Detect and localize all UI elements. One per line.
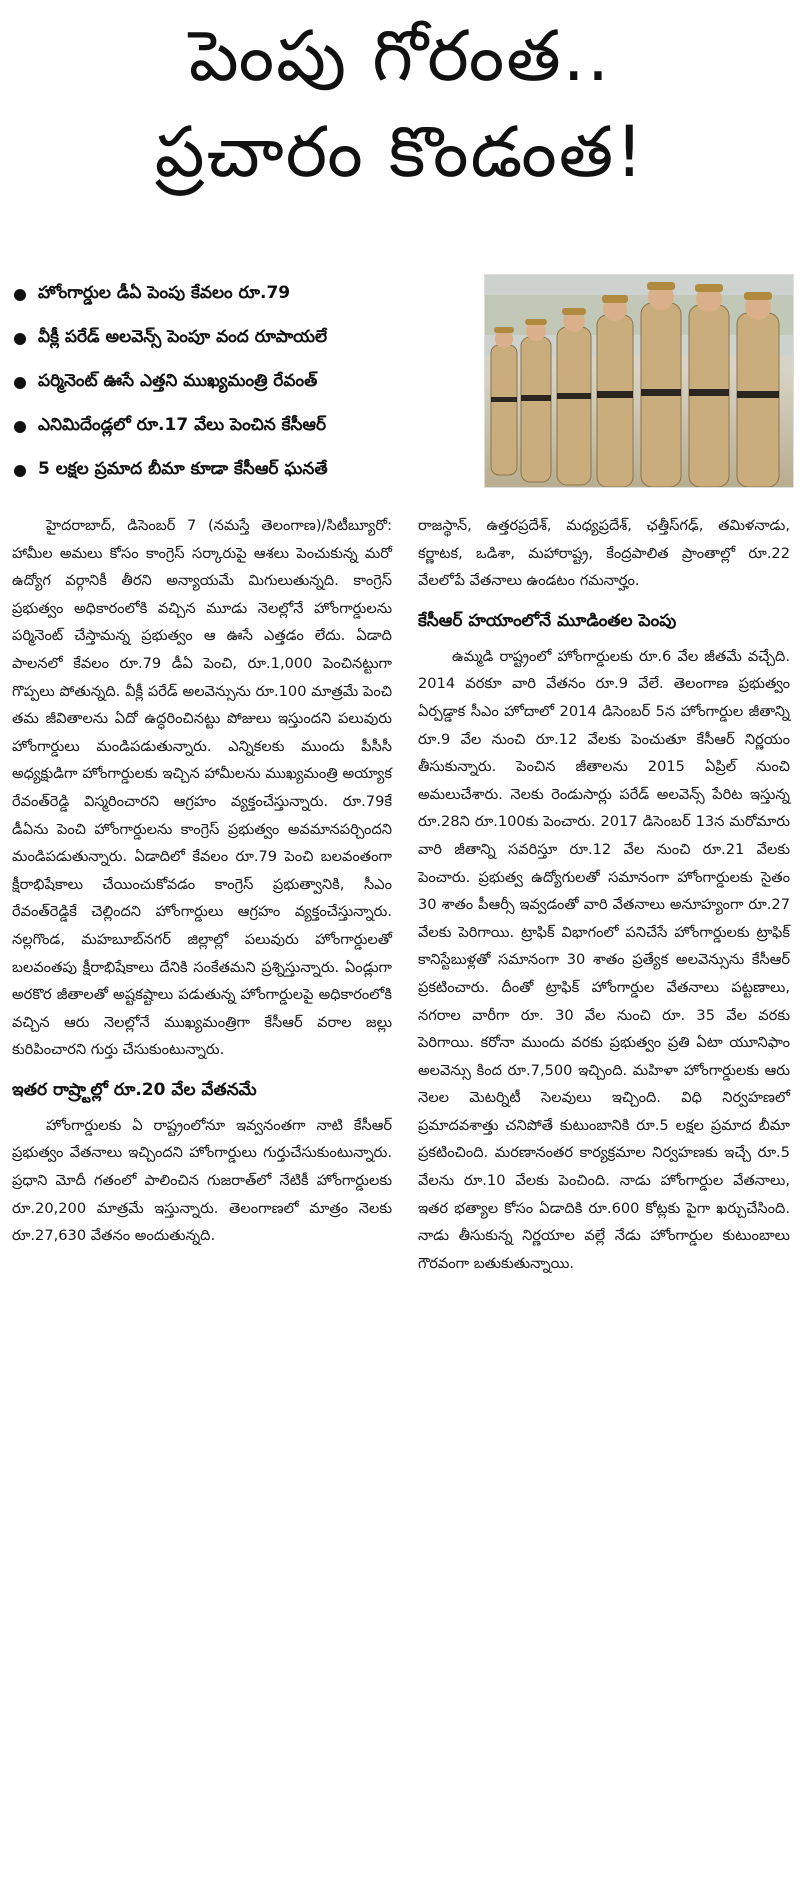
headline-line-1: పెంపు గోరంత..: [188, 15, 612, 97]
article-column-right: [418, 512, 790, 1277]
article-paragraph: హైదరాబాద్‌, డిసెంబర్‌ 7 (నమస్తే తెలంగాణ)/సిటీబ్యూరో: హామీల అమలు కోసం కాంగ్రెస్‌ సర్కారుపై ఆశలు పెంచుకున్న మరో ఉద్యోగ వర్గానికీ తీరని అన్యాయమే మిగులుతున్నది. కాంగ్రెస్‌ ప్రభుత్వం అధికారంలోకి వచ్చిన మూడు నెలల్లోనే హోంగార్డులను పర్మినెంట్‌ చేస్తామన్న ప్రభుత్వం ఆ ఊసే ఎత్తడం లేదు. ఏడాది పాలనలో కేవలం రూ.79 డీఏ పెంచి, రూ.1,000 పెంచినట్టుగా గొప్పలు పోతున్నది. వీక్లీ పరేడ్‌ అలవెన్సును రూ.100 మాత్రమే పెంచి తమ జీవితాలను ఏదో ఉద్ధరించినట్టు పోజులు ఇస్తుందని పలువురు హోంగార్డులు మండిపడుతున్నారు. ఎన్నికలకు ముందు పీసీసీ అధ్యక్షుడిగా హోంగార్డులకు ఇచ్చిన హామీలను ముఖ్యమంత్రి అయ్యాక రేవంత్‌రెడ్డి విస్మరించారని ఆగ్రహం వ్యక్తంచేస్తున్నారు. రూ.79కే డీఏను పెంచి హోంగార్డులను కాంగ్రెస్‌ ప్రభుత్వం అవమానపర్చిందని మండిపడుతున్నారు. ఏడాదిలో కేవలం రూ.79 పెంచి బలవంతంగా క్షీరాభిషేకాలు చేయించుకోవడం కాంగ్రెస్‌ ప్రభుత్వానికి, సీఎం రేవంత్‌రెడ్డికే చెల్లిందని హోంగార్డులు ఆగ్రహం వ్యక్తంచేస్తున్నారు. నల్లగొండ, మహబూబ్‌నగర్‌ జిల్లాల్లో పలువురు హోంగార్డులతో బలవంతపు క్షీరాభిషేకాలు దేనికి సంకేతమని ప్రశ్నిస్తున్నారు. ఏండ్లుగా అరకొర జీతాలతో అష్టకష్టాలు పడుతున్న హోంగార్డులపై అధికారంలోకి వచ్చిన ఆరు నెలల్లోనే ముఖ్యమంత్రిగా కేసీఆర్‌ వరాల జల్లు కురిపించారని గుర్తు చేసుకుంటున్నారు.: [12, 517, 392, 1059]
highlights-list: [8, 276, 478, 496]
highlight-item: వీక్లీ పరేడ్‌ అలవెన్స్‌ పెంపూ వంద రూపాయలే: [8, 320, 478, 358]
headline-line-2: ప్రచారం కొండంత!: [154, 111, 646, 193]
bullet-icon: [14, 377, 26, 389]
bullet-icon: [14, 421, 26, 433]
bullet-icon: [14, 289, 26, 301]
article-column-left: [12, 512, 392, 1250]
highlight-item: 5 లక్షల ప్రమాద బీమా కూడా కేసీఆర్‌ ఘనతే: [8, 452, 478, 490]
home-guards-photo: [484, 274, 794, 488]
home-guards-illustration-icon: [485, 275, 793, 487]
section-subheading: ఇతర రాష్ర్టాల్లో రూ.20 వేల వేతనమే: [12, 1079, 257, 1100]
article-paragraph: హోంగార్డులకు ఏ రాష్ట్రంలోనూ ఇవ్వనంతగా నాటి కేసీఆర్‌ ప్రభుత్వం వేతనాలు ఇచ్చిందని హోంగార్డులు గుర్తుచేసుకుంటున్నారు. ప్రధాని మోదీ గతంలో పాలించిన గుజరాత్‌లో నేటికీ హోంగార్డులకు రూ.20,200 మాత్రమే ఇస్తున్నారు. తెలంగాణలో మాత్రం నెలకు రూ.27,630 వేతనం అందుతున్నది.: [12, 1116, 392, 1245]
highlight-item: ఎనిమిదేండ్లలో రూ.17 వేలు పెంచిన కేసీఆర్‌: [8, 408, 478, 446]
bullet-icon: [14, 465, 26, 477]
headline: [0, 8, 800, 200]
highlight-item: హోంగార్డుల డీఏ పెంపు కేవలం రూ.79: [8, 276, 478, 314]
article-paragraph: రాజస్థాన్‌, ఉత్తరప్రదేశ్‌, మధ్యప్రదేశ్‌, ఛత్తీస్‌గఢ్‌, తమిళనాడు, కర్ణాటక, ఒడిశా, మహారాష్ట్ర, కేంద్రపాలిత ప్రాంతాల్లో రూ.22 వేలలోపే వేతనాలు ఉండటం గమనార్హం.: [418, 517, 790, 590]
bullet-icon: [14, 333, 26, 345]
highlight-item: పర్మినెంట్‌ ఊసే ఎత్తని ముఖ్యమంత్రి రేవంత్‌: [8, 364, 478, 402]
article-paragraph: ఉమ్మడి రాష్ట్రంలో హోంగార్డులకు రూ.6 వేల జీతమే వచ్చేది. 2014 వరకూ వారి వేతనం రూ.9 వేలే. తెలంగాణ ప్రభుత్వం ఏర్పడ్డాక సీఎం హోదాలో 2014 డిసెంబర్‌ 5న హోంగార్డుల జీతాన్ని రూ.9 వేల నుంచి రూ.12 వేలకు పెంచుతూ కేసీఆర్‌ నిర్ణయం తీసుకున్నారు. పెంచిన జీతాలను 2015 ఏప్రిల్‌ నుంచి అమలుచేశారు. నెలకు రెండుసార్లు పరేడ్‌ అలవెన్స్‌ పేరిట ఇస్తున్న రూ.28ని రూ.100కు పెంచారు. 2017 డిసెంబర్‌ 13న మరోమారు వారి జీతాన్ని సవరిస్తూ రూ.12 వేల నుంచి రూ.21 వేలకు పెంచారు. ప్రభుత్వ ఉద్యోగులతో సమానంగా హోంగార్డులకు సైతం 30 శాతం పీఆర్సీ ఇవ్వడంతో వారి వేతనాలు అనూహ్యంగా రూ.27 వేలకు పెరిగాయి. ట్రాఫిక్‌ విభాగంలో పనిచేసే హోంగార్డులకు ట్రాఫిక్‌ కానిస్టేబుళ్లతో సమానంగా 30 శాతం ప్రత్యేక అలవెన్సును కేసీఆర్‌ ప్రకటించారు. దీంతో ట్రాఫిక్‌ హోంగార్డుల వేతనాలు పట్టణాలు, నగరాల వారీగా రూ. 30 వేల నుంచి రూ. 35 వేల వరకు పెరిగాయి. కరోనా ముందు వరకు ప్రభుత్వం ప్రతి ఏటా యూనిఫాం అలవెన్సు కింద రూ.7,500 ఇచ్చింది. మహిళా హోంగార్డులకు ఆరు నెలల మెటర్నిటీ సెలవులు ఇచ్చింది. విధి నిర్వహణలో ప్రమాదవశాత్తు చనిపోతే కుటుంబానికి రూ.5 లక్షల ప్రమాద బీమా ప్రకటించింది. మరణానంతర కార్యక్రమాల నిర్వహణకు ఇచ్చే రూ.5 వేలను రూ.10 వేలకు పెంచింది. నాడు హోంగార్డుల వేతనాలు, ఇతర భత్యాల కోసం ఏడాదికి రూ.600 కోట్లకు పైగా ఖర్చుచేసింది. నాడు తీసుకున్న నిర్ణయాల వల్లే నేడు హోంగార్డుల కుటుంబాలు గౌరవంగా బతుకుతున్నాయి.: [418, 647, 790, 1272]
section-subheading: కేసీఆర్‌ హయాంలోనే మూడింతల పెంపు: [418, 610, 677, 631]
